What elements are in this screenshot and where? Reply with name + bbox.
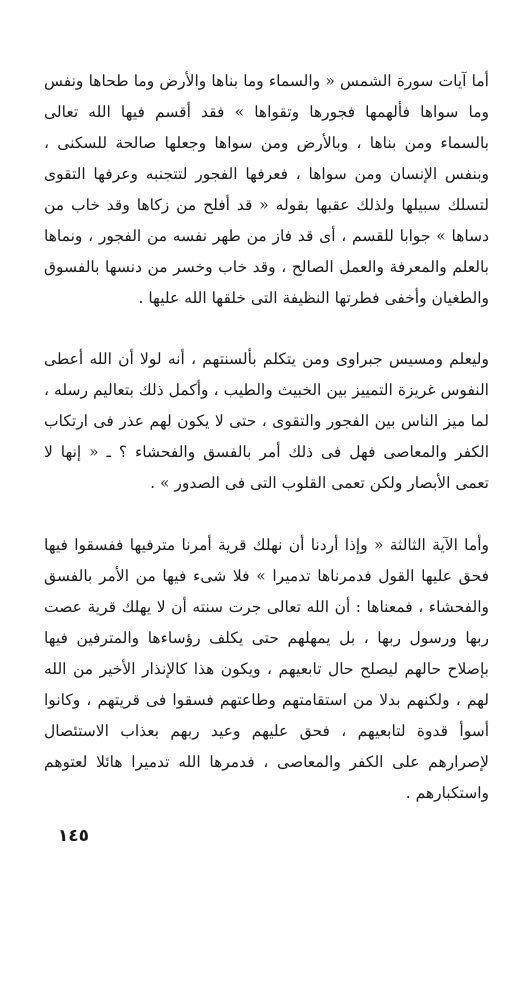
paragraph-third-verse: وأما الآية الثالثة « وإذا أردنا أن نهلك قرية أمرنا مترفيها ففسقوا فيها فحق عليها القول فدمرناها تدميرا » فلا شىء فيها من الأمر بالفسق والفحشاء ، فمعناها : أن الله تعالى جرت سنته أن لا يهلك قرية عصت ربها ورسول ربها ، بل يمهلهم حتى يكلف رؤساءها والمترفين فيها بإصلاح حالهم ليصلح حال تابعيهم ، ويكون هذا كالإنذار الأخير من الله لهم ، ولكنهم بدلا من استقامتهم وطاعتهم فسقوا فى قريتهم ، وكانوا أسوأ قدوة لتابعيهم ، فحق عليهم وعيد ربهم بعذاب الاستئصال لإصرارهم على الكفر والمعاصى ، فدمرها الله تدميرا هائلا لعتوهم واستكبارهم . [44,536,489,802]
paragraph-discernment: وليعلم ومسيس جبراوى ومن يتكلم بألسنتهم ، أنه لولا أن الله أعطى النفوس غريزة التمييز بين الخبيث والطيب ، وأكمل ذلك بتعاليم رسله ، لما ميز الناس بين الفجور والتقوى ، حتى لا يكون لهم عذر فى ارتكاب الكفر والمعاصى فهل فى ذلك أمر بالفسق والفحشاء ؟ ـ « إنها لا تعمى الأبصار ولكن تعمى القلوب التى فى الصدور » . [44,350,489,492]
page-number: ١٤٥ [57,826,89,846]
paragraph-surah-al-shams: أما آيات سورة الشمس « والسماء وما بناها والأرض وما طحاها ونفس وما سواها فألهمها فجورها وتقواها » فقد أقسم فيها الله تعالى بالسماء ومن بناها ، وبالأرض ومن سواها وجعلها صالحة للسكنى ، وبنفس الإنسان ومن سواها ، فعرفها الفجور لتتجنبه وعرفها التقوى لتسلك سبيلها ولذلك عقبها بقوله « قد أفلح من زكاها وقد خاب من دساها » جوابا للقسم ، أى قد فاز من طهر نفسه من الفجور ، ونماها بالعلم والمعرفة والعمل الصالح ، وقد خاب وخسر من دنسها بالفسوق والطغيان وأخفى فطرتها النظيفة التى خلقها الله عليها . [44,72,489,307]
